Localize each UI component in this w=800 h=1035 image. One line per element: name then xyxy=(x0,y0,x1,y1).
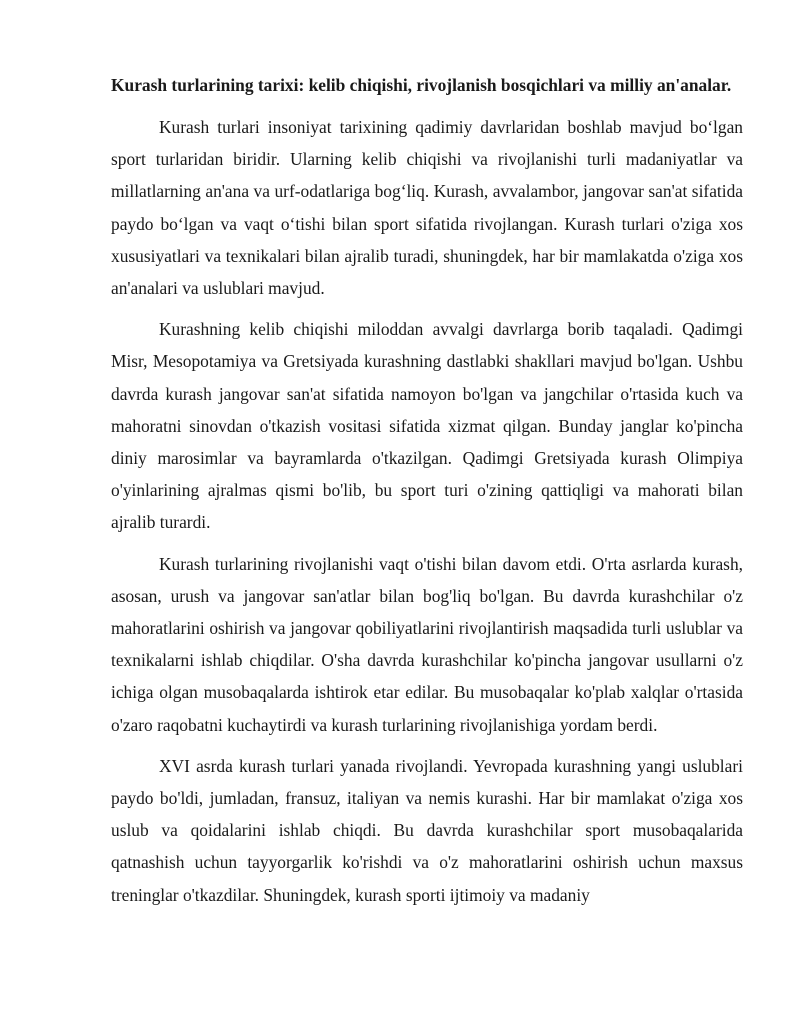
paragraph: Kurash turlarining rivojlanishi vaqt o'tishi bilan davom etdi. O'rta asrlarda kurash, asosan, urush va jangovar san'atlar bilan bog'liq bo'lgan. Bu davrda kurashchilar o'z mahoratlarini oshirish va jangovar qobiliyatlarini rivojlantirish maqsadida turli uslublar va texnikalarni ishlab chiqdilar. O'sha davrda kurashchilar ko'pincha jangovar usullarni o'z ichiga olgan musobaqalarda ishtirok etar edilar. Bu musobaqalar ko'plab xalqlar o'rtasida o'zaro raqobatni kuchaytirdi va kurash turlarining rivojlanishiga yordam berdi. xyxy=(111,553,743,735)
document-heading: Kurash turlarining tarixi: kelib chiqishi, rivojlanish bosqichlari va milliy an'analar. xyxy=(111,75,732,95)
paragraph: Kurash turlari insoniyat tarixining qadimiy davrlaridan boshlab mavjud bo‘lgan sport turlaridan biridir. Ularning kelib chiqishi va rivojlanishi turli madaniyatlar va millatlarning an'ana va urf-odatlariga bog‘liq. Kurash, avvalambor, jangovar san'at sifatida paydo bo‘lgan va vaqt o‘tishi bilan sport sifatida rivojlangan. Kurash turlari o'ziga xos xususiyatlari va texnikalari bilan ajralib turadi, shuningdek, har bir mamlakatda o'ziga xos an'analari va uslublari mavjud. xyxy=(111,117,743,299)
document-body xyxy=(111,70,743,920)
paragraph: Kurashning kelib chiqishi miloddan avvalgi davrlarga borib taqaladi. Qadimgi Misr, Mesopotamiya va Gretsiyada kurashning dastlabki shakllari mavjud bo'lgan. Ushbu davrda kurash jangovar san'at sifatida namoyon bo'lgan va jangchilar o'rtasida kuch va mahoratni sinovdan o'tkazish vositasi sifatida xizmat qilgan. Bunday janglar ko'pincha diniy marosimlar va bayramlarda o'tkazilgan. Qadimgi Gretsiyada kurash Olimpiya o'yinlarining ajralmas qismi bo'lib, bu sport turi o'zining qattiqligi va mahorati bilan ajralib turardi. xyxy=(111,319,743,533)
paragraph: XVI asrda kurash turlari yanada rivojlandi. Yevropada kurashning yangi uslublari paydo bo'ldi, jumladan, fransuz, italiyan va nemis kurashi. Har bir mamlakat o'ziga xos uslub va qoidalarini ishlab chiqdi. Bu davrda kurashchilar sport musobaqalarida qatnashish uchun tayyorgarlik ko'rishdi va o'z mahoratlarini oshirish uchun maxsus treninglar o'tkazdilar. Shuningdek, kurash sporti ijtimoiy va madaniy xyxy=(111,755,743,905)
